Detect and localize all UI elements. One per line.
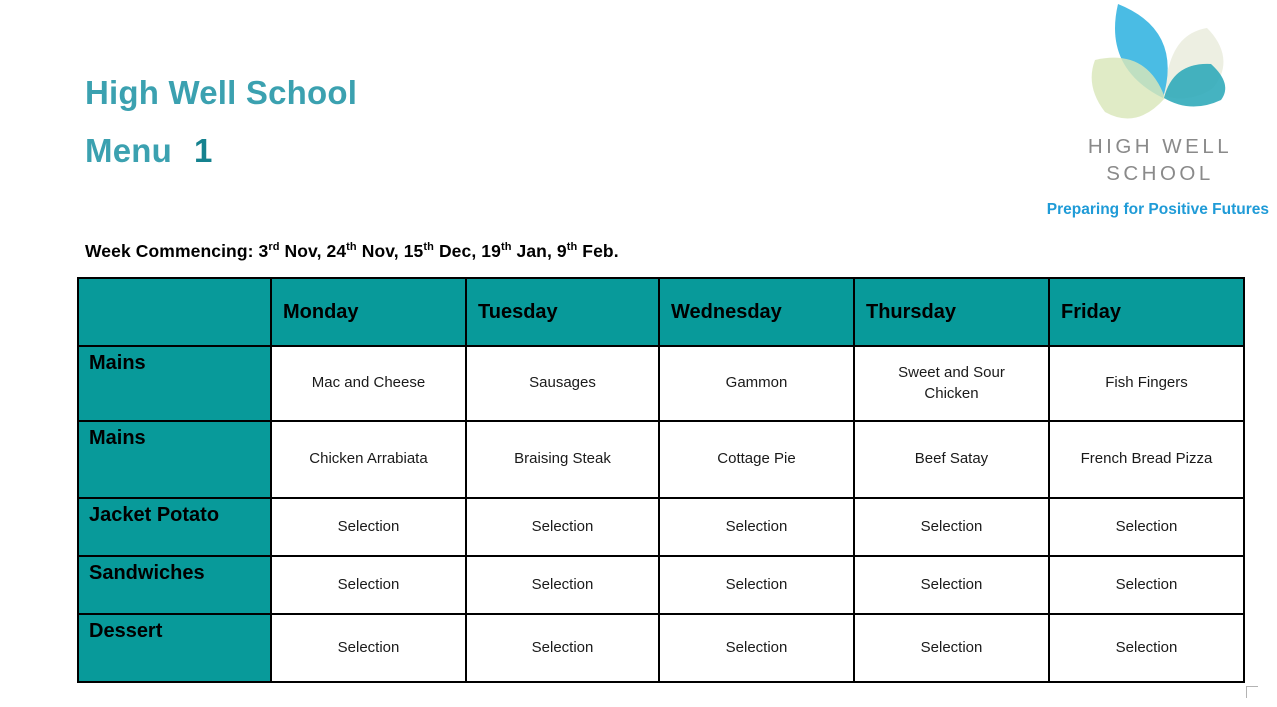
menu-cell: Cottage Pie: [659, 421, 854, 498]
row-label-mains: Mains: [78, 421, 271, 498]
menu-cell: Sausages: [466, 346, 659, 421]
menu-cell: Selection: [1049, 498, 1244, 556]
menu-row: [78, 614, 1244, 682]
week-commencing-line: [85, 241, 619, 262]
menu-cell: Selection: [854, 556, 1049, 614]
menu-number: 1: [193, 132, 213, 169]
menu-cell: Selection: [271, 556, 466, 614]
menu-cell: Selection: [466, 614, 659, 682]
school-tagline: Preparing for Positive Futures: [1046, 201, 1269, 218]
menu-cell: Selection: [854, 614, 1049, 682]
menu-cell: Braising Steak: [466, 421, 659, 498]
table-corner-cell: [78, 278, 271, 346]
menu-cell: French Bread Pizza: [1049, 421, 1244, 498]
menu-row: [78, 346, 1244, 421]
row-label-sandwiches: Sandwiches: [78, 556, 271, 614]
page-title-line1: High Well School: [85, 74, 358, 111]
menu-cell: Selection: [466, 498, 659, 556]
day-header-tuesday: Tuesday: [466, 278, 659, 346]
row-label-dessert: Dessert: [78, 614, 271, 682]
menu-cell: Selection: [466, 556, 659, 614]
row-label-jacket-potato: Jacket Potato: [78, 498, 271, 556]
row-label-mains: Mains: [78, 346, 271, 421]
menu-cell: Selection: [659, 498, 854, 556]
page-title: [85, 64, 357, 180]
day-header-friday: Friday: [1049, 278, 1244, 346]
week-commencing-prefix: Week Commencing:: [85, 241, 259, 261]
leaf-petals-icon: [1083, 2, 1237, 130]
menu-cell: Beef Satay: [854, 421, 1049, 498]
corner-resize-mark-icon: [1246, 686, 1258, 698]
table-header-row: [78, 278, 1244, 346]
menu-cell: Mac and Cheese: [271, 346, 466, 421]
menu-cell: Sweet and Sour Chicken: [854, 346, 1049, 421]
menu-cell: Selection: [854, 498, 1049, 556]
menu-cell: Selection: [271, 614, 466, 682]
menu-cell: Selection: [659, 614, 854, 682]
menu-cell: Selection: [1049, 556, 1244, 614]
page-title-line2: [85, 122, 357, 180]
menu-cell: Selection: [1049, 614, 1244, 682]
logo-school-name: [1083, 133, 1237, 187]
menu-row: [78, 556, 1244, 614]
menu-cell: Selection: [659, 556, 854, 614]
menu-cell: Chicken Arrabiata: [271, 421, 466, 498]
week-commencing-dates: 3rd Nov, 24th Nov, 15th Dec, 19th Jan, 9th Feb.: [258, 241, 619, 261]
menu-cell: Gammon: [659, 346, 854, 421]
menu-cell: Fish Fingers: [1049, 346, 1244, 421]
menu-row: [78, 421, 1244, 498]
menu-cell: Selection: [271, 498, 466, 556]
day-header-wednesday: Wednesday: [659, 278, 854, 346]
menu-word: Menu: [85, 132, 172, 169]
day-header-monday: Monday: [271, 278, 466, 346]
logo-name-line2: SCHOOL: [1106, 162, 1214, 185]
school-logo: [1083, 2, 1237, 187]
logo-name-line1: HIGH WELL: [1087, 135, 1233, 158]
day-header-thursday: Thursday: [854, 278, 1049, 346]
menu-table: [77, 277, 1245, 683]
menu-row: [78, 498, 1244, 556]
